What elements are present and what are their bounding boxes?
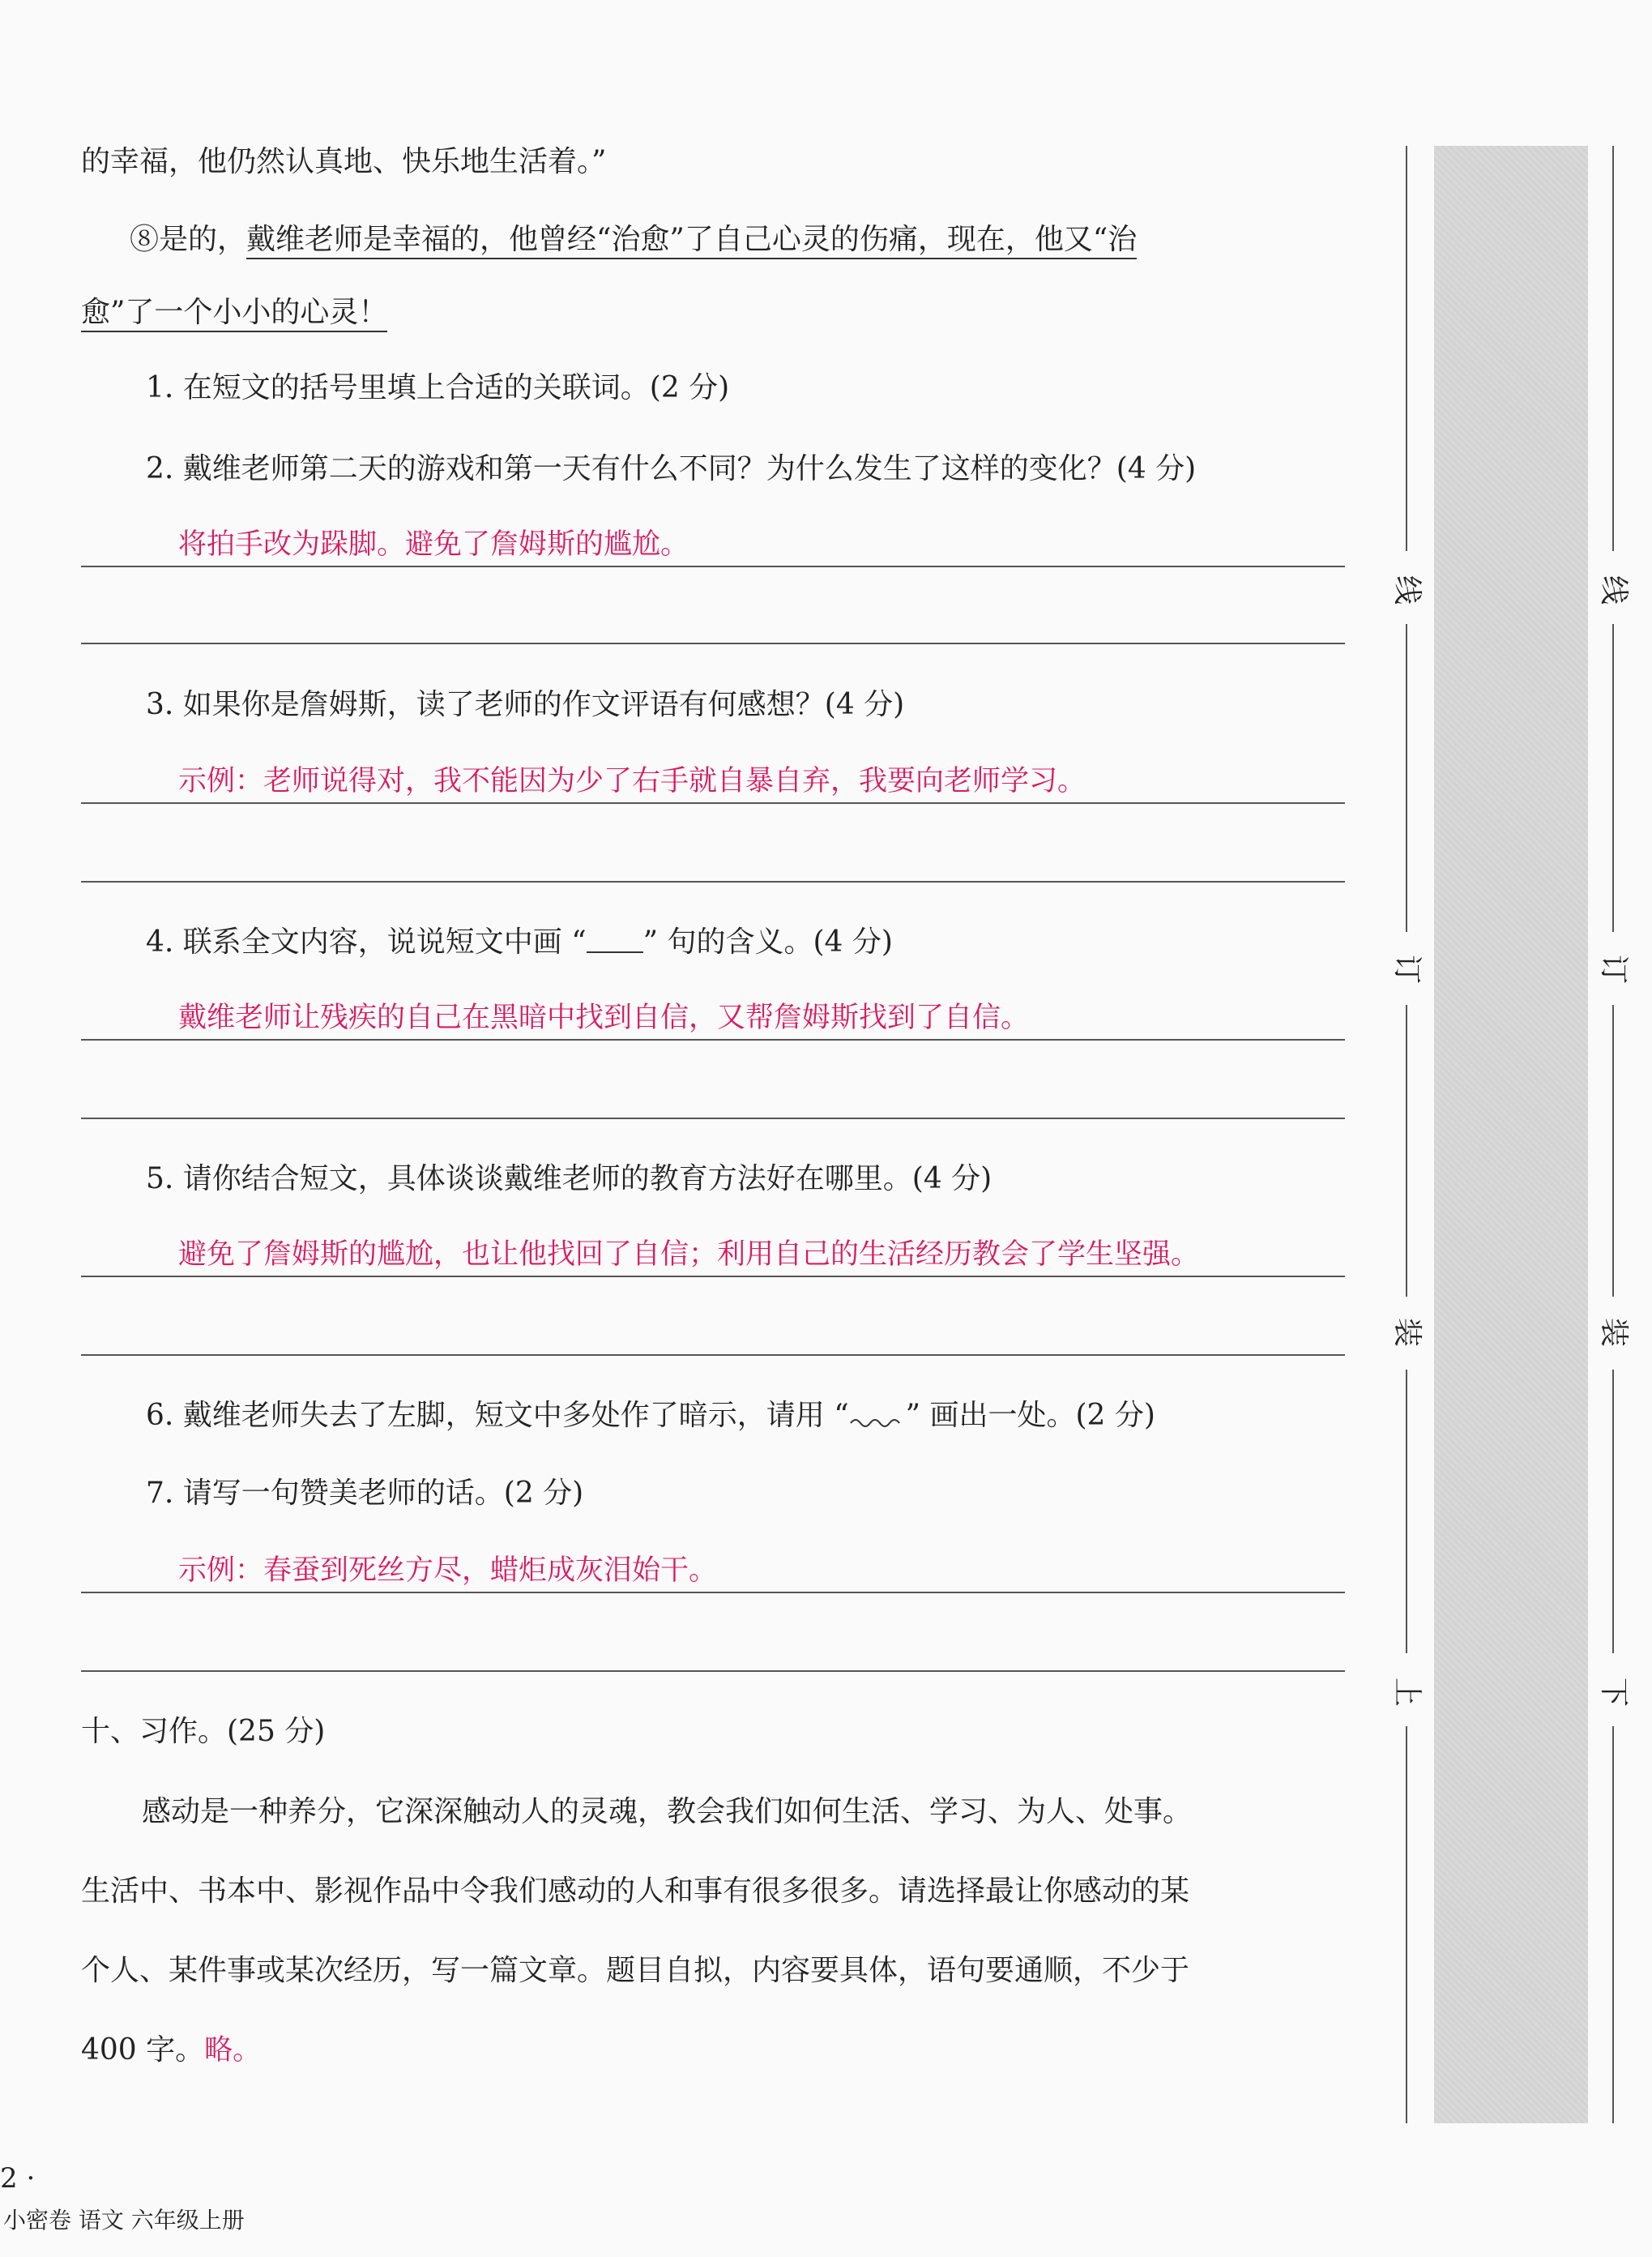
- answer-5: 避免了詹姆斯的尴尬，也让他找回了自信；利用自己的生活经历教会了学生坚强。: [178, 1238, 1200, 1271]
- question-4: [146, 923, 893, 962]
- question-6-part-b: ” 画出一处。(2 分): [905, 1399, 1155, 1432]
- binding-line-outer-seg: [1612, 624, 1614, 932]
- answer-line: [81, 1354, 1345, 1356]
- binding-char-zhuang-outer: 装: [1597, 1317, 1631, 1348]
- essay-prompt-line-2: 生活中、书本中、影视作品中令我们感动的人和事有很多很多。请选择最让你感动的某: [81, 1874, 1190, 1908]
- answer-line: [81, 643, 1345, 644]
- binding-char-xia: 下: [1597, 1677, 1631, 1708]
- binding-line-outer-seg: [1612, 146, 1614, 551]
- passage-line-1: 的幸福，他仍然认真地、快乐地生活着。”: [81, 145, 607, 178]
- answer-line: [81, 881, 1345, 883]
- essay-prompt-line-4: [81, 2031, 261, 2070]
- question-3: 3. 如果你是詹姆斯，读了老师的作文评语有何感想？(4 分): [146, 688, 905, 721]
- passage-line-2: [130, 220, 1137, 259]
- binding-line-outer-seg: [1612, 1005, 1614, 1297]
- answer-line: [81, 1039, 1345, 1041]
- answer-line: [81, 1118, 1345, 1119]
- book-title: 小密卷 语文 六年级上册: [3, 2207, 245, 2233]
- answer-line: [81, 566, 1345, 567]
- binding-line-outer-seg: [1612, 1726, 1614, 2123]
- underlined-sentence: 戴维老师是幸福的，他曾经“治愈”了自己心灵的伤痛，现在，他又“治: [246, 223, 1137, 259]
- essay-prompt-line-1: 感动是一种养分，它深深触动人的灵魂，教会我们如何生活、学习、为人、处事。: [142, 1795, 1193, 1828]
- answer-line: [81, 1592, 1345, 1593]
- binding-line-inner-seg: [1406, 146, 1407, 551]
- binding-line-inner-seg: [1406, 1370, 1407, 1653]
- answer-line: [81, 1670, 1345, 1672]
- paragraph-marker: ⑧是的，: [130, 223, 247, 256]
- binding-line-inner-seg: [1406, 1726, 1407, 2123]
- answer-7: 示例：春蚕到死丝方尽，蜡炬成灰泪始干。: [178, 1554, 718, 1587]
- answer-3: 示例：老师说得对，我不能因为少了右手就自暴自弃，我要向老师学习。: [178, 765, 1086, 797]
- binding-line-inner-seg: [1406, 624, 1407, 932]
- passage-line-3: [81, 293, 387, 332]
- underlined-sentence-end: 愈”了一个小小的心灵！: [81, 296, 387, 332]
- essay-heading: 十、习作。(25 分): [81, 1715, 326, 1748]
- question-1: 1. 在短文的括号里填上合适的关联词。(2 分): [146, 371, 730, 404]
- question-5: 5. 请你结合短文，具体谈谈戴维老师的教育方法好在哪里。(4 分): [146, 1162, 992, 1195]
- essay-prompt-line-3: 个人、某件事或某次经历，写一篇文章。题目自拟，内容要具体，语句要通顺，不少于: [81, 1954, 1190, 1987]
- binding-char-ding-outer: 订: [1597, 954, 1631, 985]
- binding-line-outer-seg: [1612, 1370, 1614, 1653]
- question-4-part-a: 4. 联系全文内容，说说短文中画 “: [146, 925, 587, 959]
- question-2: 2. 戴维老师第二天的游戏和第一天有什么不同？为什么发生了这样的变化？(4 分): [146, 452, 1197, 485]
- question-6-part-a: 6. 戴维老师失去了左脚，短文中多处作了暗示，请用 “: [146, 1399, 849, 1432]
- binding-char-shang: 上: [1390, 1677, 1424, 1708]
- essay-word-count: 400 字。: [81, 2033, 205, 2067]
- straight-underline-sample: [587, 927, 643, 953]
- page-number: 2 ·: [0, 2162, 36, 2195]
- question-4-part-b: ” 句的含义。(4 分): [642, 925, 893, 959]
- binding-line-inner-seg: [1406, 1005, 1407, 1297]
- essay-answer: 略。: [204, 2034, 262, 2067]
- answer-4: 戴维老师让残疾的自己在黑暗中找到自信，又帮詹姆斯找到了自信。: [178, 1002, 1030, 1034]
- binding-char-xian-inner: 线: [1390, 575, 1424, 605]
- binding-char-ding-inner: 订: [1390, 954, 1424, 985]
- answer-2: 将拍手改为跺脚。避免了詹姆斯的尴尬。: [178, 528, 689, 561]
- binding-char-xian-outer: 线: [1597, 575, 1631, 605]
- answer-line: [81, 802, 1345, 804]
- binding-gray-strip: [1434, 146, 1588, 2123]
- wavy-underline-sample: [849, 1405, 906, 1430]
- question-7: 7. 请写一句赞美老师的话。(2 分): [146, 1477, 584, 1510]
- answer-line: [81, 1276, 1345, 1277]
- question-6: [146, 1396, 1155, 1435]
- binding-char-zhuang-inner: 装: [1390, 1317, 1424, 1348]
